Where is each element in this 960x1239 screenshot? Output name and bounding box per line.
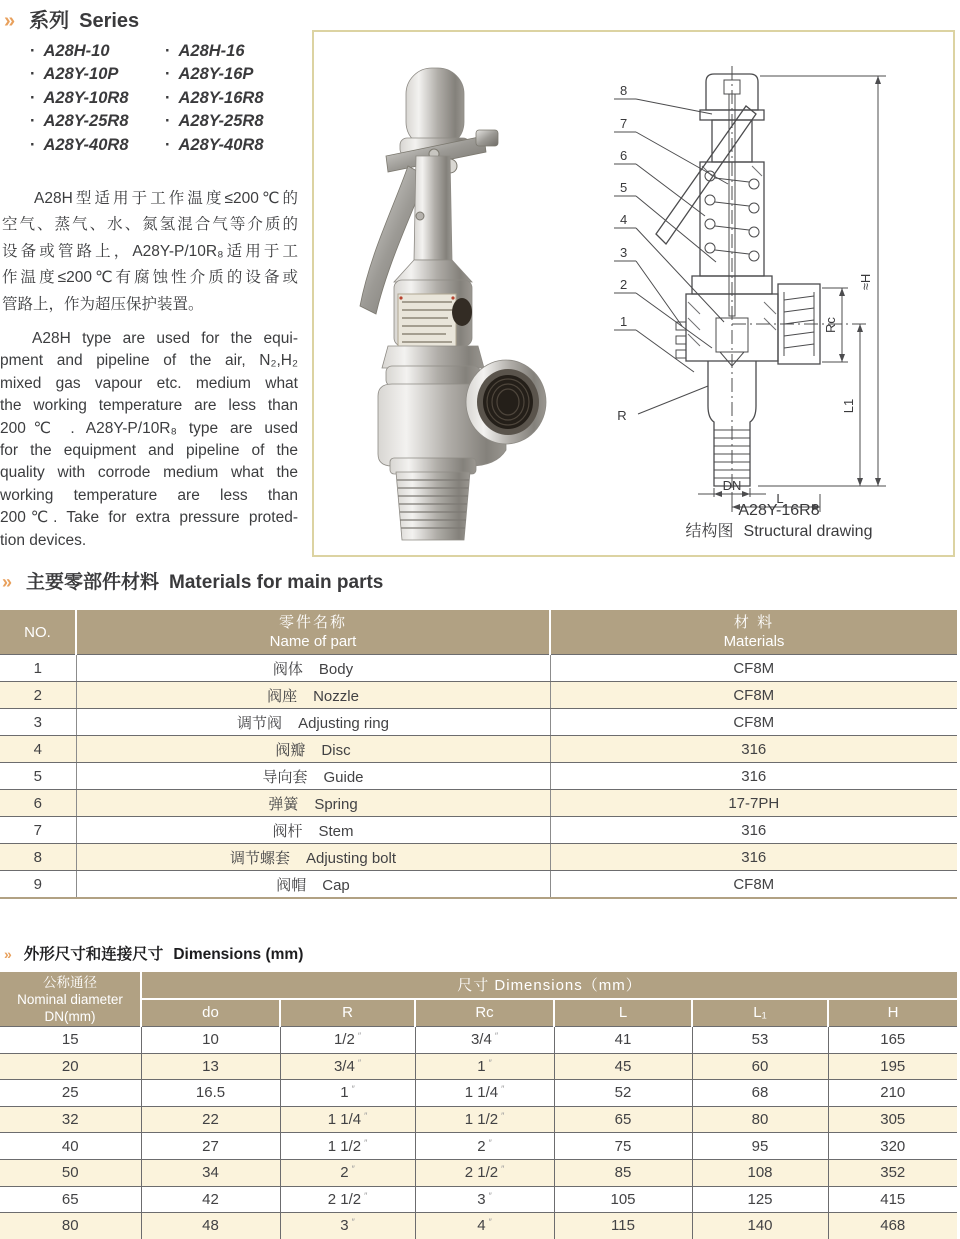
- inch-mark: ″: [501, 1084, 505, 1095]
- part-number: 3: [620, 245, 628, 260]
- inch-mark: ″: [501, 1111, 505, 1122]
- dimension-value: 16.5: [141, 1080, 280, 1107]
- materials-header-no: NO.: [0, 610, 76, 655]
- dimension-value: 352: [828, 1159, 957, 1186]
- part-number: 7: [620, 116, 628, 131]
- part-name: [76, 844, 550, 871]
- part-number: 6: [620, 148, 628, 163]
- dimensions-subheader-r: R: [280, 999, 415, 1027]
- dimension-value: 68: [692, 1080, 828, 1107]
- series-model: · A28Y-40R8: [30, 134, 129, 157]
- part-material: CF8M: [550, 709, 957, 736]
- dimension-value: 3/4 ″: [280, 1053, 415, 1080]
- dimension-value: 468: [828, 1213, 957, 1239]
- dimension-value: 32: [0, 1106, 141, 1133]
- part-no: 3: [0, 709, 76, 736]
- part-material: CF8M: [550, 682, 957, 709]
- paragraph-line: 设备或管路上，A28Y-P/10R₈适用于工: [2, 242, 298, 260]
- dimension-value: 53: [692, 1027, 828, 1054]
- part-name-zh: 阀座: [267, 687, 298, 705]
- dimension-value: 80: [692, 1106, 828, 1133]
- paragraph-line: working temperature are less than: [0, 486, 298, 504]
- dimension-value: 2 ″: [280, 1159, 415, 1186]
- structural-drawing: [608, 66, 953, 500]
- dimension-value: 95: [692, 1133, 828, 1160]
- paragraph-line: 空气、蒸气、水、氮氢混合气等介质的: [2, 216, 298, 234]
- chevron-icon: »: [2, 572, 13, 592]
- series-model: · A28H-16: [165, 40, 264, 63]
- materials-header-material: [550, 610, 957, 655]
- valve-photo: [330, 54, 630, 544]
- series-model-list-col2: [165, 40, 264, 157]
- series-title-en: Series: [79, 10, 140, 32]
- dimension-value: 105: [554, 1186, 692, 1213]
- dimension-value: 1 1/4 ″: [415, 1080, 554, 1107]
- part-material: 316: [550, 817, 957, 844]
- figure-caption: [604, 500, 954, 542]
- dimensions-row: [0, 1106, 957, 1133]
- paragraph-line: for the equipment and pipeline of the: [0, 442, 298, 460]
- dim-label-l: L: [776, 494, 784, 506]
- dimension-value: 2 ″: [415, 1133, 554, 1160]
- part-name: [76, 871, 550, 899]
- part-no: 5: [0, 763, 76, 790]
- part-no: 4: [0, 736, 76, 763]
- dimension-value: 42: [141, 1186, 280, 1213]
- dim-label-l1: L1: [841, 398, 856, 414]
- dimension-value: 2 1/2 ″: [280, 1186, 415, 1213]
- part-name-zh: 阀帽: [276, 876, 307, 894]
- dimensions-header-dn-en: Nominal diameter: [17, 991, 123, 1007]
- paragraph-line: 作温度≤200℃有腐蚀性介质的设备或: [2, 269, 298, 287]
- part-name-en: Body: [318, 660, 354, 678]
- part-name-en: Adjusting bolt: [305, 849, 397, 867]
- part-name: [76, 655, 550, 682]
- inch-mark: ″: [488, 1137, 492, 1148]
- intro-paragraph-en: [0, 328, 298, 552]
- dimension-value: 85: [554, 1159, 692, 1186]
- dimension-value: 4 ″: [415, 1213, 554, 1239]
- part-name-zh: 阀瓣: [275, 741, 306, 759]
- dimension-value: 195: [828, 1053, 957, 1080]
- paragraph-line: A28H型适用于工作温度≤200℃的: [34, 190, 298, 207]
- paragraph-line: pment and pipeline of the air, N₂,H₂: [0, 352, 298, 370]
- figure-caption-en: Structural drawing: [743, 523, 873, 540]
- dimension-value: 48: [141, 1213, 280, 1239]
- inch-mark: ″: [364, 1111, 368, 1122]
- dimension-value: 1 1/2 ″: [280, 1133, 415, 1160]
- dimension-value: 210: [828, 1080, 957, 1107]
- dimension-value: 140: [692, 1213, 828, 1239]
- part-no: 2: [0, 682, 76, 709]
- dimensions-row: [0, 1080, 957, 1107]
- paragraph-line: the working temperature are less than: [0, 397, 298, 415]
- dimension-value: 108: [692, 1159, 828, 1186]
- dim-label-r: R: [617, 408, 627, 423]
- dimension-value: 15: [0, 1027, 141, 1054]
- dimensions-row: [0, 1053, 957, 1080]
- series-model: · A28Y-10R8: [30, 87, 129, 110]
- dimensions-header-row1: [0, 972, 957, 999]
- part-name-en: Stem: [318, 822, 354, 840]
- dimension-value: 320: [828, 1133, 957, 1160]
- dimensions-header-row2: [0, 999, 957, 1027]
- paragraph-line: A28H type are used for the equi-: [32, 330, 298, 347]
- dimension-value: 115: [554, 1213, 692, 1239]
- dimension-value: 20: [0, 1053, 141, 1080]
- inch-mark: ″: [357, 1057, 362, 1068]
- part-name-en: Nozzle: [313, 687, 359, 705]
- dimension-value: 2 1/2 ″: [415, 1159, 554, 1186]
- part-material: 316: [550, 763, 957, 790]
- part-no: 9: [0, 871, 76, 899]
- materials-section-heading: [2, 567, 383, 594]
- part-name: [76, 817, 550, 844]
- dimension-value: 1 1/2 ″: [415, 1106, 554, 1133]
- dimensions-table: [0, 972, 957, 1239]
- dimension-value: 25: [0, 1080, 141, 1107]
- materials-row: [0, 871, 957, 899]
- dimension-value: 3/4 ″: [415, 1027, 554, 1054]
- dimension-value: 65: [554, 1106, 692, 1133]
- inch-mark: ″: [488, 1057, 492, 1068]
- series-section-heading: [4, 4, 139, 33]
- part-name-zh: 调节阀: [237, 714, 283, 732]
- part-material: CF8M: [550, 655, 957, 682]
- materials-row: [0, 709, 957, 736]
- materials-header-name: [76, 610, 550, 655]
- dimensions-row: [0, 1213, 957, 1239]
- materials-row: [0, 682, 957, 709]
- paragraph-line: 200℃ . A28Y-P/10R₈ type are used: [0, 419, 298, 437]
- dimension-value: 13: [141, 1053, 280, 1080]
- dimensions-header-dn: [0, 972, 141, 1027]
- figure-caption-line2: [604, 521, 954, 542]
- part-number: 2: [620, 277, 628, 292]
- part-material: 17-7PH: [550, 790, 957, 817]
- materials-header-material-zh: 材 料: [733, 614, 775, 631]
- part-no: 6: [0, 790, 76, 817]
- inch-mark: ″: [494, 1031, 499, 1042]
- part-name-zh: 导向套: [262, 768, 308, 786]
- materials-row: [0, 655, 957, 682]
- part-no: 7: [0, 817, 76, 844]
- inch-mark: ″: [351, 1084, 355, 1095]
- dimensions-subheader-do: do: [141, 999, 280, 1027]
- part-name: [76, 790, 550, 817]
- materials-header-row: [0, 610, 957, 655]
- part-name-en: Disc: [321, 741, 351, 759]
- materials-header-name-zh: 零件名称: [278, 614, 347, 631]
- materials-row: [0, 844, 957, 871]
- part-number: 8: [620, 83, 628, 98]
- dimension-value: 50: [0, 1159, 141, 1186]
- part-name: [76, 763, 550, 790]
- paragraph-line: 200℃. Take for extra pressure proted-: [0, 509, 298, 527]
- materials-row: [0, 817, 957, 844]
- inch-mark: ″: [351, 1164, 355, 1175]
- dim-label-rc: Rc: [823, 317, 838, 333]
- series-title-zh: 系列: [29, 10, 70, 32]
- dimensions-title-en: Dimensions (mm): [173, 946, 304, 963]
- dimension-value: 1/2 ″: [280, 1027, 415, 1054]
- part-material: 316: [550, 736, 957, 763]
- part-name-en: Guide: [323, 768, 364, 786]
- dimension-value: 125: [692, 1186, 828, 1213]
- dimensions-section-heading: [4, 942, 303, 964]
- dimension-value: 3 ″: [280, 1213, 415, 1239]
- dimensions-header-dn-unit: DN(mm): [44, 1008, 96, 1024]
- series-model: · A28Y-10P: [30, 63, 129, 86]
- dimension-value: 65: [0, 1186, 141, 1213]
- dimension-value: 75: [554, 1133, 692, 1160]
- paragraph-line: 管路上，作为超压保护装置。: [2, 295, 204, 313]
- dimension-value: 1 ″: [415, 1053, 554, 1080]
- dimension-value: 45: [554, 1053, 692, 1080]
- dimensions-subheader-h: H: [828, 999, 957, 1027]
- series-model: · A28Y-16P: [165, 63, 264, 86]
- figure-caption-model: A28Y-16R8: [738, 502, 820, 519]
- dimension-value: 165: [828, 1027, 957, 1054]
- dimensions-header-dn-zh: 公称通径: [43, 974, 97, 990]
- intro-paragraph-zh: [2, 186, 298, 318]
- part-name-en: Spring: [314, 795, 358, 813]
- part-name-zh: 阀体: [272, 660, 303, 678]
- dimension-value: 60: [692, 1053, 828, 1080]
- part-name-zh: 调节螺套: [229, 849, 290, 867]
- paragraph-line: quality with corrode medium what the: [0, 464, 298, 482]
- inch-mark: ″: [351, 1217, 355, 1228]
- dimensions-subheader-l: L: [554, 999, 692, 1027]
- inch-mark: ″: [488, 1190, 492, 1201]
- dimensions-row: [0, 1186, 957, 1213]
- paragraph-line: tion devices.: [0, 531, 87, 549]
- dim-label-dn: DN: [722, 478, 742, 493]
- part-name: [76, 709, 550, 736]
- dimensions-header-group: 尺寸 Dimensions（mm）: [141, 972, 957, 999]
- dimension-value: 34: [141, 1159, 280, 1186]
- dimension-value: 415: [828, 1186, 957, 1213]
- dimension-value: 1 ″: [280, 1080, 415, 1107]
- part-name-en: Cap: [322, 876, 350, 894]
- inch-mark: ″: [488, 1217, 492, 1228]
- dimension-value: 305: [828, 1106, 957, 1133]
- dimensions-row: [0, 1027, 957, 1054]
- part-material: CF8M: [550, 871, 957, 899]
- materials-header-material-en: Materials: [723, 633, 785, 650]
- series-model: · A28Y-40R8: [165, 134, 264, 157]
- dimension-value: 52: [554, 1080, 692, 1107]
- dimension-value: 41: [554, 1027, 692, 1054]
- part-material: 316: [550, 844, 957, 871]
- materials-header-name-en: Name of part: [269, 633, 357, 650]
- dimension-value: 27: [141, 1133, 280, 1160]
- materials-row: [0, 763, 957, 790]
- inch-mark: ″: [364, 1137, 368, 1148]
- series-model: · A28Y-25R8: [165, 110, 264, 133]
- dimensions-row: [0, 1133, 957, 1160]
- dimension-value: 80: [0, 1213, 141, 1239]
- part-name: [76, 682, 550, 709]
- inch-mark: ″: [501, 1164, 505, 1175]
- dimension-value: 22: [141, 1106, 280, 1133]
- materials-title-zh: 主要零部件材料: [26, 572, 160, 593]
- inch-mark: ″: [357, 1031, 362, 1042]
- part-name-zh: 弹簧: [268, 795, 299, 813]
- chevron-icon: »: [4, 946, 12, 962]
- part-number: 4: [620, 212, 628, 227]
- dimension-value: 10: [141, 1027, 280, 1054]
- dimension-value: 3 ″: [415, 1186, 554, 1213]
- dimensions-subheader-rc: Rc: [415, 999, 554, 1027]
- materials-row: [0, 790, 957, 817]
- dimensions-subheader-l: L₁: [692, 999, 828, 1027]
- dimension-value: 1 1/4 ″: [280, 1106, 415, 1133]
- materials-row: [0, 736, 957, 763]
- chevron-icon: »: [4, 10, 16, 32]
- paragraph-line: mixed gas vapour etc. medium what: [0, 374, 298, 392]
- dimensions-row: [0, 1159, 957, 1186]
- materials-title-en: Materials for main parts: [169, 572, 384, 593]
- part-number: 1: [620, 314, 628, 329]
- part-name-en: Adjusting ring: [298, 714, 389, 732]
- figure-box: [312, 30, 955, 557]
- part-no: 8: [0, 844, 76, 871]
- figure-caption-zh: 结构图: [685, 523, 734, 540]
- materials-table: [0, 610, 957, 899]
- part-number: 5: [620, 180, 628, 195]
- dimensions-title-zh: 外形尺寸和连接尺寸: [23, 946, 164, 963]
- dim-label-h: ≈H: [858, 273, 873, 291]
- series-model: · A28Y-16R8: [165, 87, 264, 110]
- part-name-zh: 阀杆: [272, 822, 303, 840]
- series-model: · A28Y-25R8: [30, 110, 129, 133]
- series-model-list-col1: [30, 40, 129, 157]
- dimension-value: 40: [0, 1133, 141, 1160]
- series-model: · A28H-10: [30, 40, 129, 63]
- inch-mark: ″: [364, 1190, 368, 1201]
- part-name: [76, 736, 550, 763]
- part-no: 1: [0, 655, 76, 682]
